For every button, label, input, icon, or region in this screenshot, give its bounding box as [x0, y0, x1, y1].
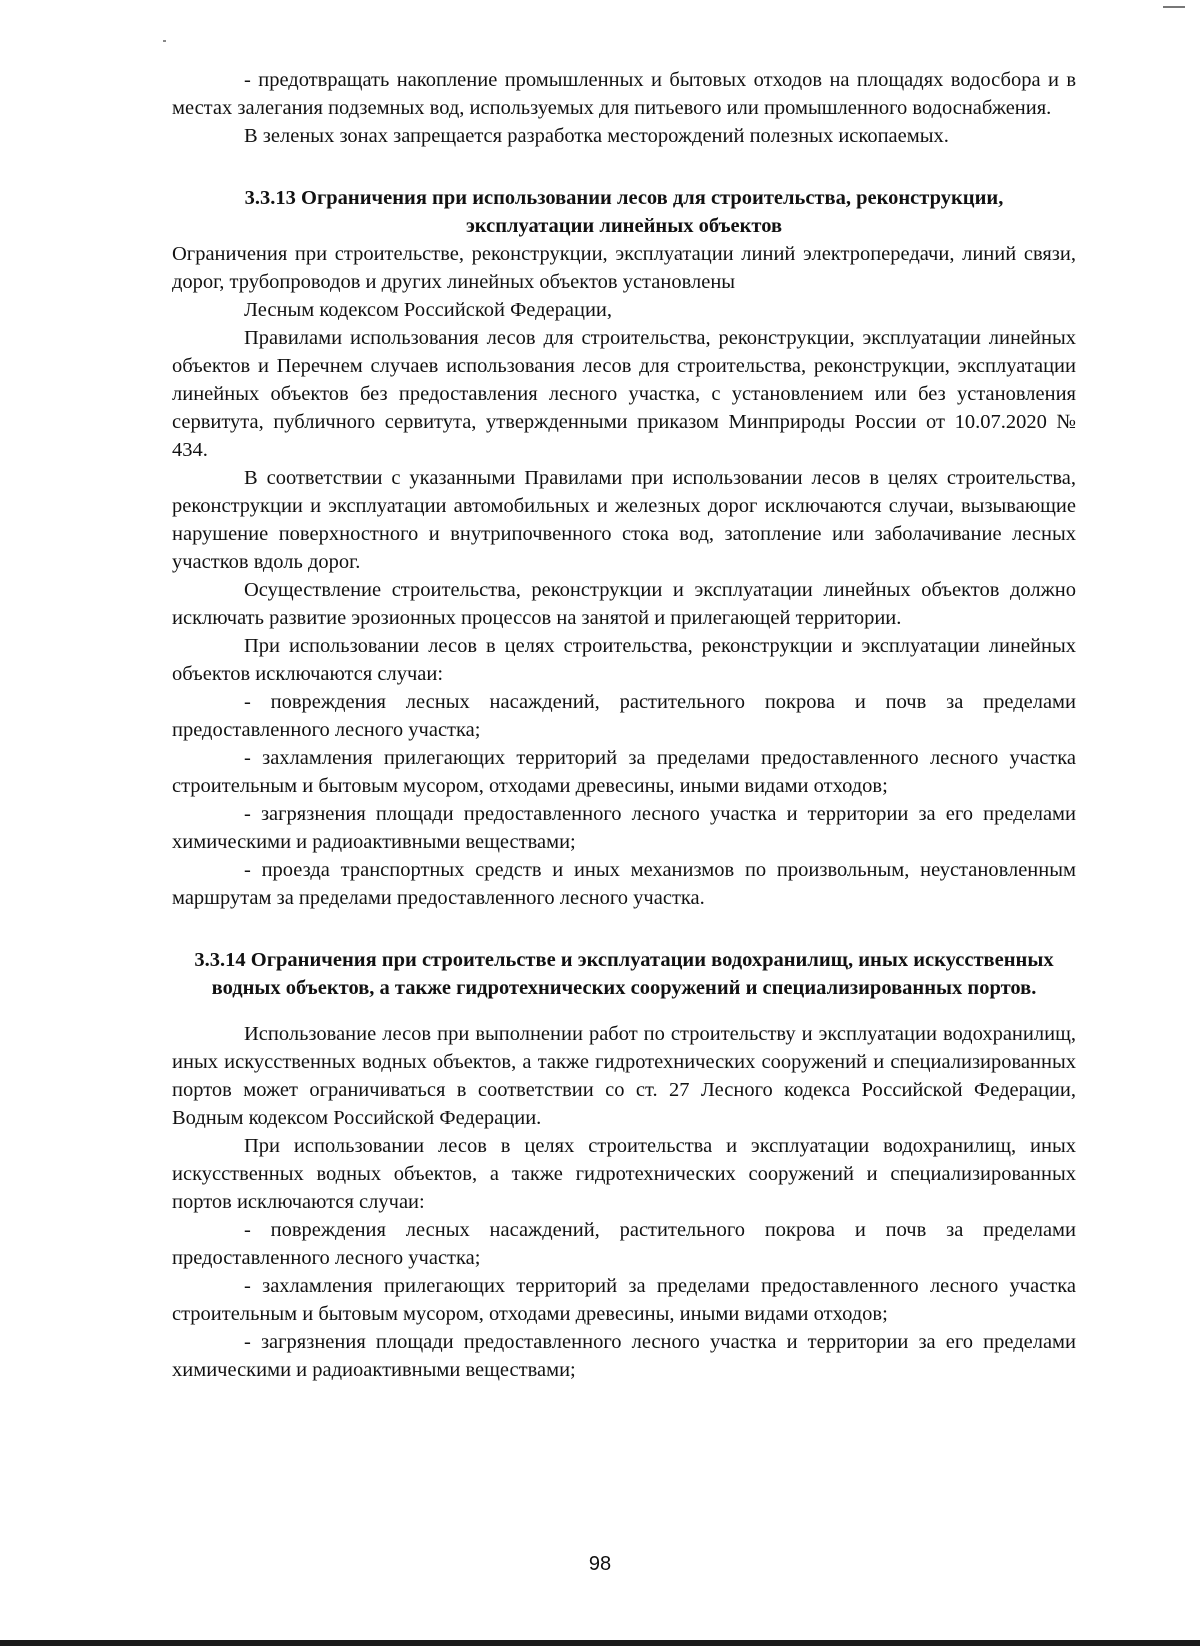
section-heading-3-3-13: 3.3.13 Ограничения при использовании лесов для строительства, реконструкции, эксплуатации линейных объектов	[244, 187, 1004, 237]
list-item: - повреждения лесных насаждений, растительного покрова и почв за пределами предоставленного лесного участка;	[172, 1219, 1076, 1269]
list-item: - повреждения лесных насаждений, растительного покрова и почв за пределами предоставленного лесного участка;	[172, 691, 1076, 741]
paragraph: При использовании лесов в целях строительства, реконструкции и эксплуатации линейных объектов исключаются случаи:	[172, 635, 1076, 685]
bottom-rule	[0, 1640, 1200, 1646]
paragraph: При использовании лесов в целях строительства и эксплуатации водохранилищ, иных искусственных водных объектов, а также гидротехнических сооружений и специализированных портов исключаются случаи:	[172, 1135, 1076, 1213]
page-number: 98	[588, 1553, 612, 1575]
paragraph: Лесным кодексом Российской Федерации,	[244, 299, 613, 321]
paragraph: Осуществление строительства, реконструкции и эксплуатации линейных объектов должно исключать развитие эрозионных процессов на занятой и прилегающей территории.	[172, 579, 1076, 629]
list-item: - загрязнения площади предоставленного лесного участка и территории за его пределами химическими и радиоактивными веществами;	[172, 803, 1076, 853]
scan-artifact-mark	[1163, 6, 1185, 8]
list-item: - захламления прилегающих территорий за пределами предоставленного лесного участка строительным и бытовым мусором, отходами древесины, иными видами отходов;	[172, 747, 1076, 797]
list-item: - загрязнения площади предоставленного лесного участка и территории за его пределами химическими и радиоактивными веществами;	[172, 1331, 1076, 1381]
list-item: - захламления прилегающих территорий за пределами предоставленного лесного участка строительным и бытовым мусором, отходами древесины, иными видами отходов;	[172, 1275, 1076, 1325]
paragraph: В зеленых зонах запрещается разработка месторождений полезных ископаемых.	[244, 125, 949, 147]
scan-artifact-dot	[163, 40, 166, 42]
page-content	[172, 66, 1076, 1384]
paragraph: В соответствии с указанными Правилами при использовании лесов в целях строительства, реконструкции и эксплуатации автомобильных и железных дорог исключаются случаи, вызывающие нарушение поверхностного и внутрипочвенного стока вод, затопление или заболачивание лесных участков вдоль дорог.	[172, 467, 1076, 573]
paragraph: Правилами использования лесов для строительства, реконструкции, эксплуатации линейных объектов и Перечнем случаев использования лесов для строительства, реконструкции, эксплуатации линейных объектов без предоставления лесного участка, с установлением или без установления сервитута, публичного сервитута, утвержденными приказом Минприроды России от 10.07.2020 № 434.	[172, 327, 1076, 461]
paragraph: Использование лесов при выполнении работ по строительству и эксплуатации водохранилищ, иных искусственных водных объектов, а также гидротехнических сооружений и специализированных портов может ограничиваться в соответствии со ст. 27 Лесного кодекса Российской Федерации, Водным кодексом Российской Федерации.	[172, 1023, 1076, 1129]
section-heading-3-3-14: 3.3.14 Ограничения при строительстве и эксплуатации водохранилищ, иных искусственных водных объектов, а также гидротехнических сооружений и специализированных портов.	[194, 949, 1054, 999]
paragraph: - предотвращать накопление промышленных и бытовых отходов на площадях водосбора и в местах залегания подземных вод, используемых для питьевого или промышленного водоснабжения.	[172, 69, 1076, 119]
paragraph: Ограничения при строительстве, реконструкции, эксплуатации линий электропередачи, линий связи, дорог, трубопроводов и других линейных объектов установлены	[172, 243, 1076, 293]
list-item: - проезда транспортных средств и иных механизмов по произвольным, неустановленным маршрутам за пределами предоставленного лесного участка.	[172, 859, 1076, 909]
